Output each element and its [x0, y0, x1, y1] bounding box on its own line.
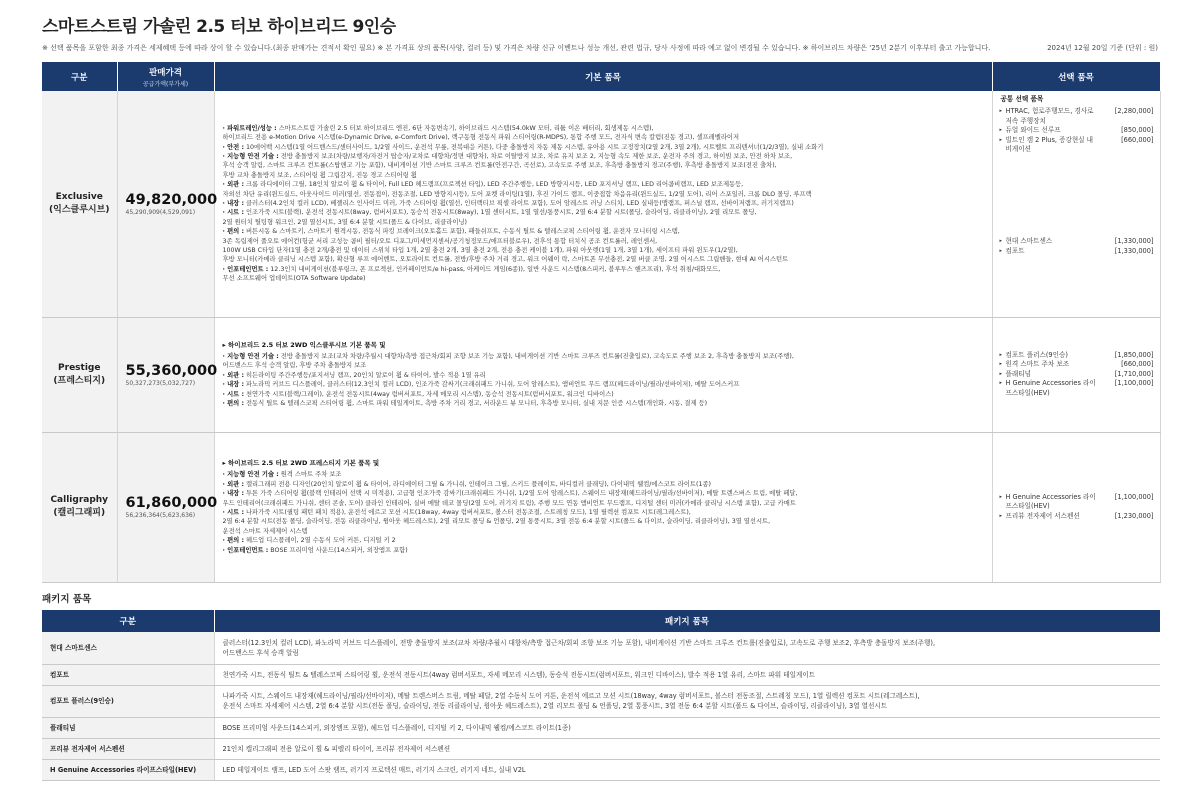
option-name: ▸ 컴포트	[1001, 247, 1098, 256]
option-item	[1001, 107, 1154, 126]
basic-item-line	[223, 361, 986, 370]
basic-item-text: 우드 인테리어(크래쉬패드 가니쉬, 센터 콘솔, 도어) 클라인 인테리어, 실버 메탈 데코 몰딩(2열 도어, 러기지 트림), 주행 모드 연동 앰비언트 무드램프, 디지털 센터 미러(카메라 클리닝 시스템 포함), 고급 카매트	[222, 499, 796, 507]
option-price: [1,710,000]	[1114, 369, 1154, 378]
trim-price-value: 49,820,000	[125, 191, 218, 208]
trim-basic-items	[214, 91, 992, 317]
package-desc-line: 클러스터(12.3인치 컬러 LCD), 파노라믹 커브드 디스플레이, 전방 충돌방지 보조(교차 차량/추월시 대향차/측방 접근차/회피 조향 보조 기능 포함), 내비게이션 기반 스마트 크루즈 컨트롤(진출입로), 고속도로 주행 보조2, 후측방 충돌방지 보조(주행),	[222, 638, 936, 647]
trim-supply-value: 56,236,364(5,623,636)	[125, 512, 196, 519]
basic-item-category: · 파워트레인/성능 :	[222, 124, 277, 132]
trim-options	[992, 432, 1160, 582]
option-price: [1,850,000]	[1114, 350, 1154, 359]
trim-row-exclusive	[42, 91, 1160, 317]
basic-item-text: 자외선 차단 유리(윈드실드, 아웃사이드 미러(열선, 전동접이, 전동조절, LED 방향지시등), 도어 포켓 라이팅(1열), 후진 가이드 램프, 이중접합 차음유리(윈드실드, 1/2열 도어), 리어 스포일러, 크롬 DLO 몰딩, 루프랙	[222, 190, 812, 198]
basic-item-line	[223, 352, 986, 361]
basic-item-line	[223, 190, 986, 199]
option-item	[1001, 351, 1154, 360]
trim-options	[992, 91, 1160, 317]
basic-item-text: 무선 소프트웨어 업데이트(OTA Software Update)	[222, 275, 366, 283]
basic-item-line	[223, 124, 986, 133]
basic-item-line	[223, 517, 986, 526]
basic-item-line	[223, 470, 986, 479]
basic-item-text: 인조가죽 시트(블랙), 운전석 전동시트(8way, 럼버서포트), 동승석 전동시트(8way), 1열 센터시트, 1열 열선/통풍시트, 2열 6:4 분할 시트(폴딩, 슬라이딩, 리클라이닝), 2열 리모트 폴딩,	[243, 209, 757, 217]
page-title: 스마트스트림 가솔린 2.5 터보 하이브리드 9인승	[42, 17, 396, 37]
option-price: [1,100,000]	[1114, 379, 1154, 388]
package-desc	[214, 738, 1160, 759]
basic-item-text: 나파가죽 시트(퀼팅 패턴 패치 적용), 운전석 에르고 모션 시트(18way, 4way 럼버서포트, 볼스터 전동조절, 스트레칭 모드), 1열 릴렉션 컴포트 시트(레그레스트),	[243, 509, 691, 516]
option-price: [1,230,000]	[1114, 511, 1154, 520]
basic-item-text: 12.3인치 내비게이션(블루링크, 폰 프로젝션, 인카페이먼트/e hi-pass, 아케이드 게임(6종)), 일반 사운드 시스템(8스피커, 블루투스 핸즈프리), 후석 취침/대화모드,	[268, 265, 721, 273]
basic-item-category: · 지능형 안전 기술 :	[222, 352, 279, 360]
basic-item-text: 후방 모니터(카메라 클리닝 시스템 포함), 확산형 루프 에어벤트, 오토라이트 컨트롤, 전방/후방 주차 거리 경고, 워크 어웨이 락, 스마트폰 무선충전, 2열 버클 조명, 2열 어시스트 그립핸들, 현대 AI 어시스턴트	[222, 256, 789, 264]
header-price-label: 판매가격	[149, 67, 182, 78]
basic-item-category: · 시트 :	[222, 390, 244, 398]
trim-name-en: Calligraphy	[50, 495, 109, 505]
option-item	[1001, 370, 1154, 379]
package-name: 컴포트	[42, 664, 214, 685]
trim-price	[117, 317, 218, 432]
basic-item-text: 투톤 가죽 스티어링 휠(블랙 인테리어 선택 시 미적용), 고급형 인조가죽 감싸기(크래쉬패드 가니쉬, 1/2열 도어 암레스트), 스웨이드 내장재(헤드라이닝/필라/선바이저), 메탈 트렌스버스 트림, 메탈 페달,	[243, 490, 798, 498]
package-row	[42, 664, 1160, 685]
basic-item-line	[223, 199, 986, 208]
package-row	[42, 738, 1160, 759]
basic-item-category: · 지능형 안전 기술 :	[222, 471, 279, 479]
basic-item-category: · 인포테인먼트 :	[222, 265, 269, 273]
trim-row-calligraphy	[42, 432, 1160, 582]
package-desc	[214, 685, 1160, 717]
basic-item-line	[223, 227, 986, 236]
option-price: [1,330,000]	[1114, 246, 1154, 255]
option-item	[1001, 247, 1154, 256]
trim-supply-value: 50,327,273(5,032,727)	[125, 379, 196, 387]
header-grade: 구분	[42, 62, 117, 91]
option-name: ▸ 현대 스마트센스	[1001, 237, 1098, 246]
basic-item-text: 후방 교차 충돌방지 보조, 스티어링 휠 그립감지, 진동 경고 스티어링 휠	[222, 171, 417, 179]
package-name: 현대 스마트센스	[42, 632, 214, 664]
option-price: [1,330,000]	[1114, 237, 1154, 246]
package-header-name: 구분	[42, 610, 214, 632]
option-name: ▸ H Genuine Accessories 라이프스타일(HEV)	[1001, 493, 1098, 512]
basic-item-line	[223, 546, 986, 555]
basic-item-text: 전방 충돌방지 보조(차량/보행자/자전거 탑승자/교차로 대향차/정면 대향차), 차로 이탈방지 보조, 차로 유지 보조 2, 지능형 속도 제한 보조, 운전자 주의 경고, 하이빔 보조, 안전 하차 보조,	[278, 153, 793, 161]
basic-item-text: 10에어백 시스템(1열 어드밴스드/센터사이드, 1/2열 사이드, 운전석 무릎, 전복대응 커튼), 다중 충돌방지 자동 제동 시스템, 유아용 시트 고정장치(2열 2개, 3열 2개), 시트벨트 프리텐셔너(1/2/3열), 실내 소화기	[243, 143, 824, 151]
package-name: 프리뷰 전자제어 서스펜션	[42, 738, 214, 759]
package-header-desc: 패키지 품목	[214, 610, 1160, 632]
basic-item-category: · 내장 :	[222, 381, 244, 389]
basic-item-line	[223, 399, 986, 408]
basic-item-line	[223, 152, 986, 161]
basic-item-text: 클러스터(4.2인치 컬러 LCD), 베젤리스 인사이드 미러, 가죽 스티어링 휠(열선, 인터랙티브 픽셀 라이트 포함), 도어 암레스트 러닝 스티치, LED 실내등(맵램프, 퍼스널 램프, 선바이저램프, 러기지램프)	[243, 200, 794, 208]
basic-item-text: 헤드업 디스플레이, 2열 수동식 도어 커튼, 디지털 키 2	[243, 537, 396, 545]
header-option: 선택 품목	[992, 62, 1160, 91]
basic-item-category: · 시트 :	[222, 209, 244, 217]
basic-item-line	[223, 265, 986, 274]
basic-item-text: BOSE 프리미엄 사운드(14스피커, 외장앰프 포함)	[268, 546, 408, 554]
package-name: 컴포트 플러스(9인승)	[42, 685, 214, 717]
basic-item-text: 하이브리드 전용 e-Motion Drive 시스템(e-Dynamic Drive, e-Comfort Drive), 랙구동형 전동식 파워 스티어링(R-MDPS), 통합 주행 모드, 전자식 변속 칼럼(진동 경고), 셀프레벨라이저	[222, 134, 740, 142]
option-item	[1001, 126, 1154, 135]
trim-price-table	[42, 62, 1161, 583]
package-name: H Genuine Accessories 라이프스타일(HEV)	[42, 759, 214, 780]
trim-options	[992, 317, 1160, 432]
option-item	[1001, 360, 1154, 369]
basic-item-category: · 외관 :	[222, 480, 244, 488]
basic-item-category: · 안전 :	[222, 143, 244, 151]
basic-item-line	[223, 208, 986, 217]
trim-price	[117, 432, 218, 582]
package-desc	[214, 717, 1160, 738]
option-name: ▸ 플래티넘	[1001, 370, 1098, 379]
basic-item-category: · 외관 :	[222, 371, 244, 379]
basic-item-line	[223, 527, 986, 536]
trim-price	[117, 91, 218, 317]
option-name: ▸ HTRAC, 험로주행모드, 경사로 저속 주행장치	[1001, 107, 1098, 126]
option-name: ▸ 원격 스마트 주차 보조	[1001, 360, 1098, 369]
header-price-sub: 공급가액(부가세)	[142, 80, 189, 88]
basic-item-category: · 시트 :	[222, 509, 244, 516]
package-desc	[214, 664, 1160, 685]
basic-item-line	[223, 246, 986, 255]
basic-item-line	[223, 390, 986, 399]
trim-basic-head: ▸ 하이브리드 2.5 터보 2WD 익스클루시브 기본 품목 및	[222, 340, 386, 349]
basic-item-text: 파노라믹 커브드 디스플레이, 클러스터(12.3인치 컬러 LCD), 인조가죽 감싸기(크래쉬패드 가니쉬, 도어 암레스트), 앰비언트 무드 램프(헤드라이닝/필라/선바이저), 메탈 도어스커프	[243, 381, 740, 389]
option-price: [850,000]	[1121, 126, 1154, 135]
basic-item-line	[223, 133, 986, 142]
package-desc	[214, 759, 1160, 780]
basic-item-category: · 외관 :	[222, 181, 244, 189]
option-price: [2,280,000]	[1114, 107, 1154, 116]
option-item	[1001, 379, 1154, 398]
package-table	[42, 610, 1161, 781]
basic-item-text: 전동식 틸트 & 텔레스코픽 스티어링 휠, 스마트 파워 테일게이트, 측방 주차 거리 경고, 서라운드 뷰 모니터, 후측방 모니터, 실내 지문 인증 시스템(개인화, 시동, 결제 등)	[243, 400, 708, 408]
package-desc-line: 21인치 캘리그래피 전용 알로이 휠 & 피렐리 타이어, 프리뷰 전자제어 서스펜션	[222, 744, 451, 753]
basic-item-line	[223, 499, 986, 508]
basic-item-text: 크롬 라디에이터 그릴, 18인치 알로이 휠 & 타이어, Full LED 헤드램프(프로젝션 타입), LED 주간주행등, LED 방향지시등, LED 포지셔닝 램프, LED 리어콤비램프, LED 보조제동등,	[243, 181, 744, 189]
price-basis-date: 2024년 12월 20일 기준 (단위 : 원)	[1047, 44, 1158, 52]
trim-name-ko: (익스클루시브)	[49, 204, 110, 215]
option-item	[1001, 512, 1154, 521]
basic-item-text: 3존 독립제어 풀오토 에어컨(헝균 서리 고성능 콤비 필터/오토 디포그/미세먼지센서/공기청정모드/애프터블로우), 전후석 통합 터치식 공조 컨트롤러, 레인센서,	[222, 237, 658, 245]
trim-basic-head: ▸ 하이브리드 2.5 터보 2WD 프레스티지 기본 품목 및	[222, 458, 380, 467]
trim-price-value: 61,860,000	[125, 495, 218, 511]
basic-item-line	[223, 371, 986, 380]
package-section-title: 패키지 품목	[42, 594, 92, 605]
header-basic: 기본 품목	[214, 62, 992, 91]
package-header-row	[42, 610, 1160, 632]
basic-item-line	[223, 180, 986, 189]
basic-item-line	[223, 489, 986, 498]
basic-item-text: 천연가죽 시트(블랙/그레이), 운전석 전동시트(4way 럼버서포트, 자세 메모리 시스템), 동승석 전동시트(럼버서포트, 워크인 디바이스)	[243, 390, 614, 398]
trim-row-prestige	[42, 317, 1160, 432]
basic-item-text: 어드밴스드 후석 승객 알림, 후방 주차 충돌방지 보조	[222, 362, 367, 370]
package-desc-line: 나파가죽 시트, 스웨이드 내장재(헤드라이닝/필라/선바이저), 메탈 트렌스버스 트림, 메탈 페달, 2열 수동식 도어 커튼, 운전석 에르고 모션 시트(18way, 4way 럼버서포트, 볼스터 전동조절, 스트레칭 모드), 1열 릴렉션 컴포트 시트(레그레스트),	[222, 692, 920, 700]
package-row	[42, 685, 1160, 717]
package-desc-line: 어드밴스드 후석 승객 알림	[222, 648, 299, 657]
basic-item-text: 히든라이팅 주간주행등/포지셔닝 램프, 20인치 알로이 휠 & 타이어, 발수 적용 1열 유리	[243, 371, 486, 379]
basic-item-line	[223, 536, 986, 545]
basic-item-text: 원격 스마트 주차 보조	[278, 471, 342, 479]
basic-item-text: 2열 원터치 틸팅형 워크인, 2열 열선시트, 3열 6:4 분할 시트(폴드 & 다이브, 리클라이닝)	[222, 218, 467, 226]
option-name: ▸ 빌트인 캠 2 Plus, 증강현실 내비게이션	[1001, 136, 1098, 155]
trim-name	[42, 317, 117, 432]
header-price	[117, 62, 214, 91]
option-name: ▸ 프리뷰 전자제어 서스펜션	[1001, 512, 1098, 521]
basic-item-category: · 편의 :	[222, 228, 244, 236]
option-item	[1001, 237, 1154, 246]
basic-item-line	[223, 218, 986, 227]
notes-left: ※ 선택 품목을 포함한 최종 가격은 세제혜택 등에 따라 상이 할 수 있습니다.(최종 판매가는 견적서 확인 필요) ※ 본 가격표 상의 품목(사양, 컬러 등) 및 가격은 차량 신규 이벤트나 성능 개선, 관련 법규, 당사 사정에 따라 예고 없이 변경될 수 있습니다. ※ 하이브리드 차량은 '25년 2분기 이후부터 출고 가능합니다.	[42, 44, 991, 52]
basic-item-text: 스마트스트림 가솔린 2.5 터보 하이브리드 엔진, 6단 자동변속기, 하이브리드 시스템(54.0kW 모터, 리튬 이온 배터리, 회생제동 시스템),	[276, 124, 654, 132]
basic-item-category: · 지능형 안전 기술 :	[222, 153, 279, 161]
package-desc-line: LED 테일게이트 램프, LED 도어 스팟 램프, 러기지 프로텍션 매트, 러기지 스크린, 러기지 네트, 실내 V2L	[222, 765, 526, 774]
trim-basic-items	[214, 432, 992, 582]
package-desc-line: BOSE 프리미엄 사운드(14스피커, 외장앰프 포함), 헤드업 디스플레이, 디지털 키 2, 다이내믹 웰컴/에스코트 라이트(1종)	[222, 723, 571, 732]
package-name: 플래티넘	[42, 717, 214, 738]
package-desc-line: 운전석 스마트 자세제어 시스템, 2열 6:4 분할 시트(전동 폴딩, 슬라이딩, 전동 리클라이닝, 윙아웃 헤드레스트), 2열 리모트 폴딩 & 언폴딩, 2열 통풍시트, 3열 전동 6:4 분할 시트(폴드 & 다이브, 슬라이딩, 리클라이닝), 3열 열선시트	[222, 702, 888, 710]
trim-basic-items	[214, 317, 992, 432]
package-row	[42, 759, 1160, 780]
option-item	[1001, 136, 1154, 155]
basic-item-text: 후석 승객 알림, 스마트 크루즈 컨트롤(스탑앤고 기능 포함), 내비게이션 기반 스마트 크루즈 컨트롤(안전구간, 곡선로), 고속도로 주행 보조, 후측방 충돌방지 경고(주행), 후측방 충돌방지 보조(전진 출차),	[222, 162, 777, 170]
basic-item-text: 전방 충돌방지 보조(교차 차량/추월시 대향차/측방 접근차/회피 조향 보조 기능 포함), 내비게이션 기반 스마트 크루즈 컨트롤(진출입로), 고속도로 주행 보조 2, 후측방 충돌방지 보조(주행),	[278, 352, 794, 360]
table-header-row	[42, 62, 1160, 91]
basic-item-line	[223, 143, 986, 152]
option-name: ▸ 컴포트 플러스(9인승)	[1001, 351, 1098, 360]
common-options-title: 공통 선택 품목	[1000, 95, 1044, 103]
trim-price-value: 55,360,000	[125, 362, 218, 379]
basic-item-line	[223, 171, 986, 180]
option-price: [660,000]	[1121, 360, 1154, 369]
trim-name-ko: (프레스티지)	[53, 375, 106, 386]
basic-item-category: · 인포테인먼트 :	[222, 546, 269, 554]
option-price: [660,000]	[1121, 135, 1154, 144]
basic-item-category: · 편의 :	[222, 400, 244, 408]
basic-item-text: 버튼시동 & 스마트키, 스마트키 원격시동, 전동식 파킹 브레이크(오토홀드 포함), 패들쉬프트, 수동식 틸트 & 텔레스코픽 스티어링 휠, 운전자 모니터링 시스템,	[243, 228, 680, 236]
basic-item-text: 운전석 스마트 자세제어 시스템	[222, 527, 308, 535]
basic-item-line	[223, 161, 986, 170]
package-desc	[214, 632, 1160, 664]
trim-name-en: Exclusive	[55, 191, 103, 202]
basic-item-category: · 내장 :	[222, 200, 244, 208]
option-item	[1001, 493, 1154, 512]
basic-item-line	[223, 380, 986, 389]
trim-name-en: Prestige	[58, 362, 101, 373]
price-notes	[42, 43, 1158, 53]
basic-item-category: · 편의 :	[222, 537, 244, 545]
basic-item-line	[223, 237, 986, 246]
package-desc-line: 천연가죽 시트, 전동식 틸트 & 텔레스코픽 스티어링 휠, 운전석 전동시트(4way 럼버서포트, 자세 메모리 시스템), 동승석 전동시트(럼버서포트, 워크인 디바이스), 발수 적용 1열 유리, 스마트 파워 테일게이트	[222, 670, 816, 679]
option-price: [1,100,000]	[1114, 492, 1154, 501]
trim-name	[42, 91, 117, 317]
trim-name	[42, 432, 117, 582]
basic-item-text: 100W USB C타입 단자(1열 충전 2개/충전 및 데이터 스위치 타입 1개, 2열 충전 2개, 3열 충전 2개, 전용 충전 케이블 1개), 파워 아웃렛(1열 1개, 3열 1개), 세이프티 파워 윈도우(1/2열),	[222, 247, 738, 255]
basic-item-text: 캘리그래피 전용 디자인(20인치 알로이 휠 & 타이어, 라디에이터 그릴 & 가니쉬, 인테이크 그릴, 스키드 플레이트, 바디컬러 클래딩), 다이내믹 웰컴/에스코트 라이트(1종)	[243, 480, 712, 488]
trim-name-ko: (캘리그래피)	[53, 508, 106, 518]
basic-item-line	[223, 255, 986, 264]
basic-item-line	[223, 508, 986, 517]
basic-item-line	[223, 480, 986, 489]
basic-item-category: · 내장 :	[222, 490, 244, 498]
trim-supply-value: 45,290,909(4,529,091)	[125, 208, 196, 216]
option-name: ▸ H Genuine Accessories 라이프스타일(HEV)	[1001, 379, 1098, 398]
package-row	[42, 632, 1160, 664]
basic-item-text: 2열 6:4 분할 시트(전동 폴딩, 슬라이딩, 전동 리클라이닝, 윙아웃 헤드레스트), 2열 리모트 폴딩 & 언폴딩, 2열 통풍시트, 3열 전동 6:4 분할 시트(폴드 & 다이브, 슬라이딩, 리클라이닝), 3열 열선시트,	[222, 518, 771, 526]
basic-item-line	[223, 274, 986, 283]
package-row	[42, 717, 1160, 738]
option-name: ▸ 듀얼 와이드 선루프	[1001, 126, 1098, 135]
